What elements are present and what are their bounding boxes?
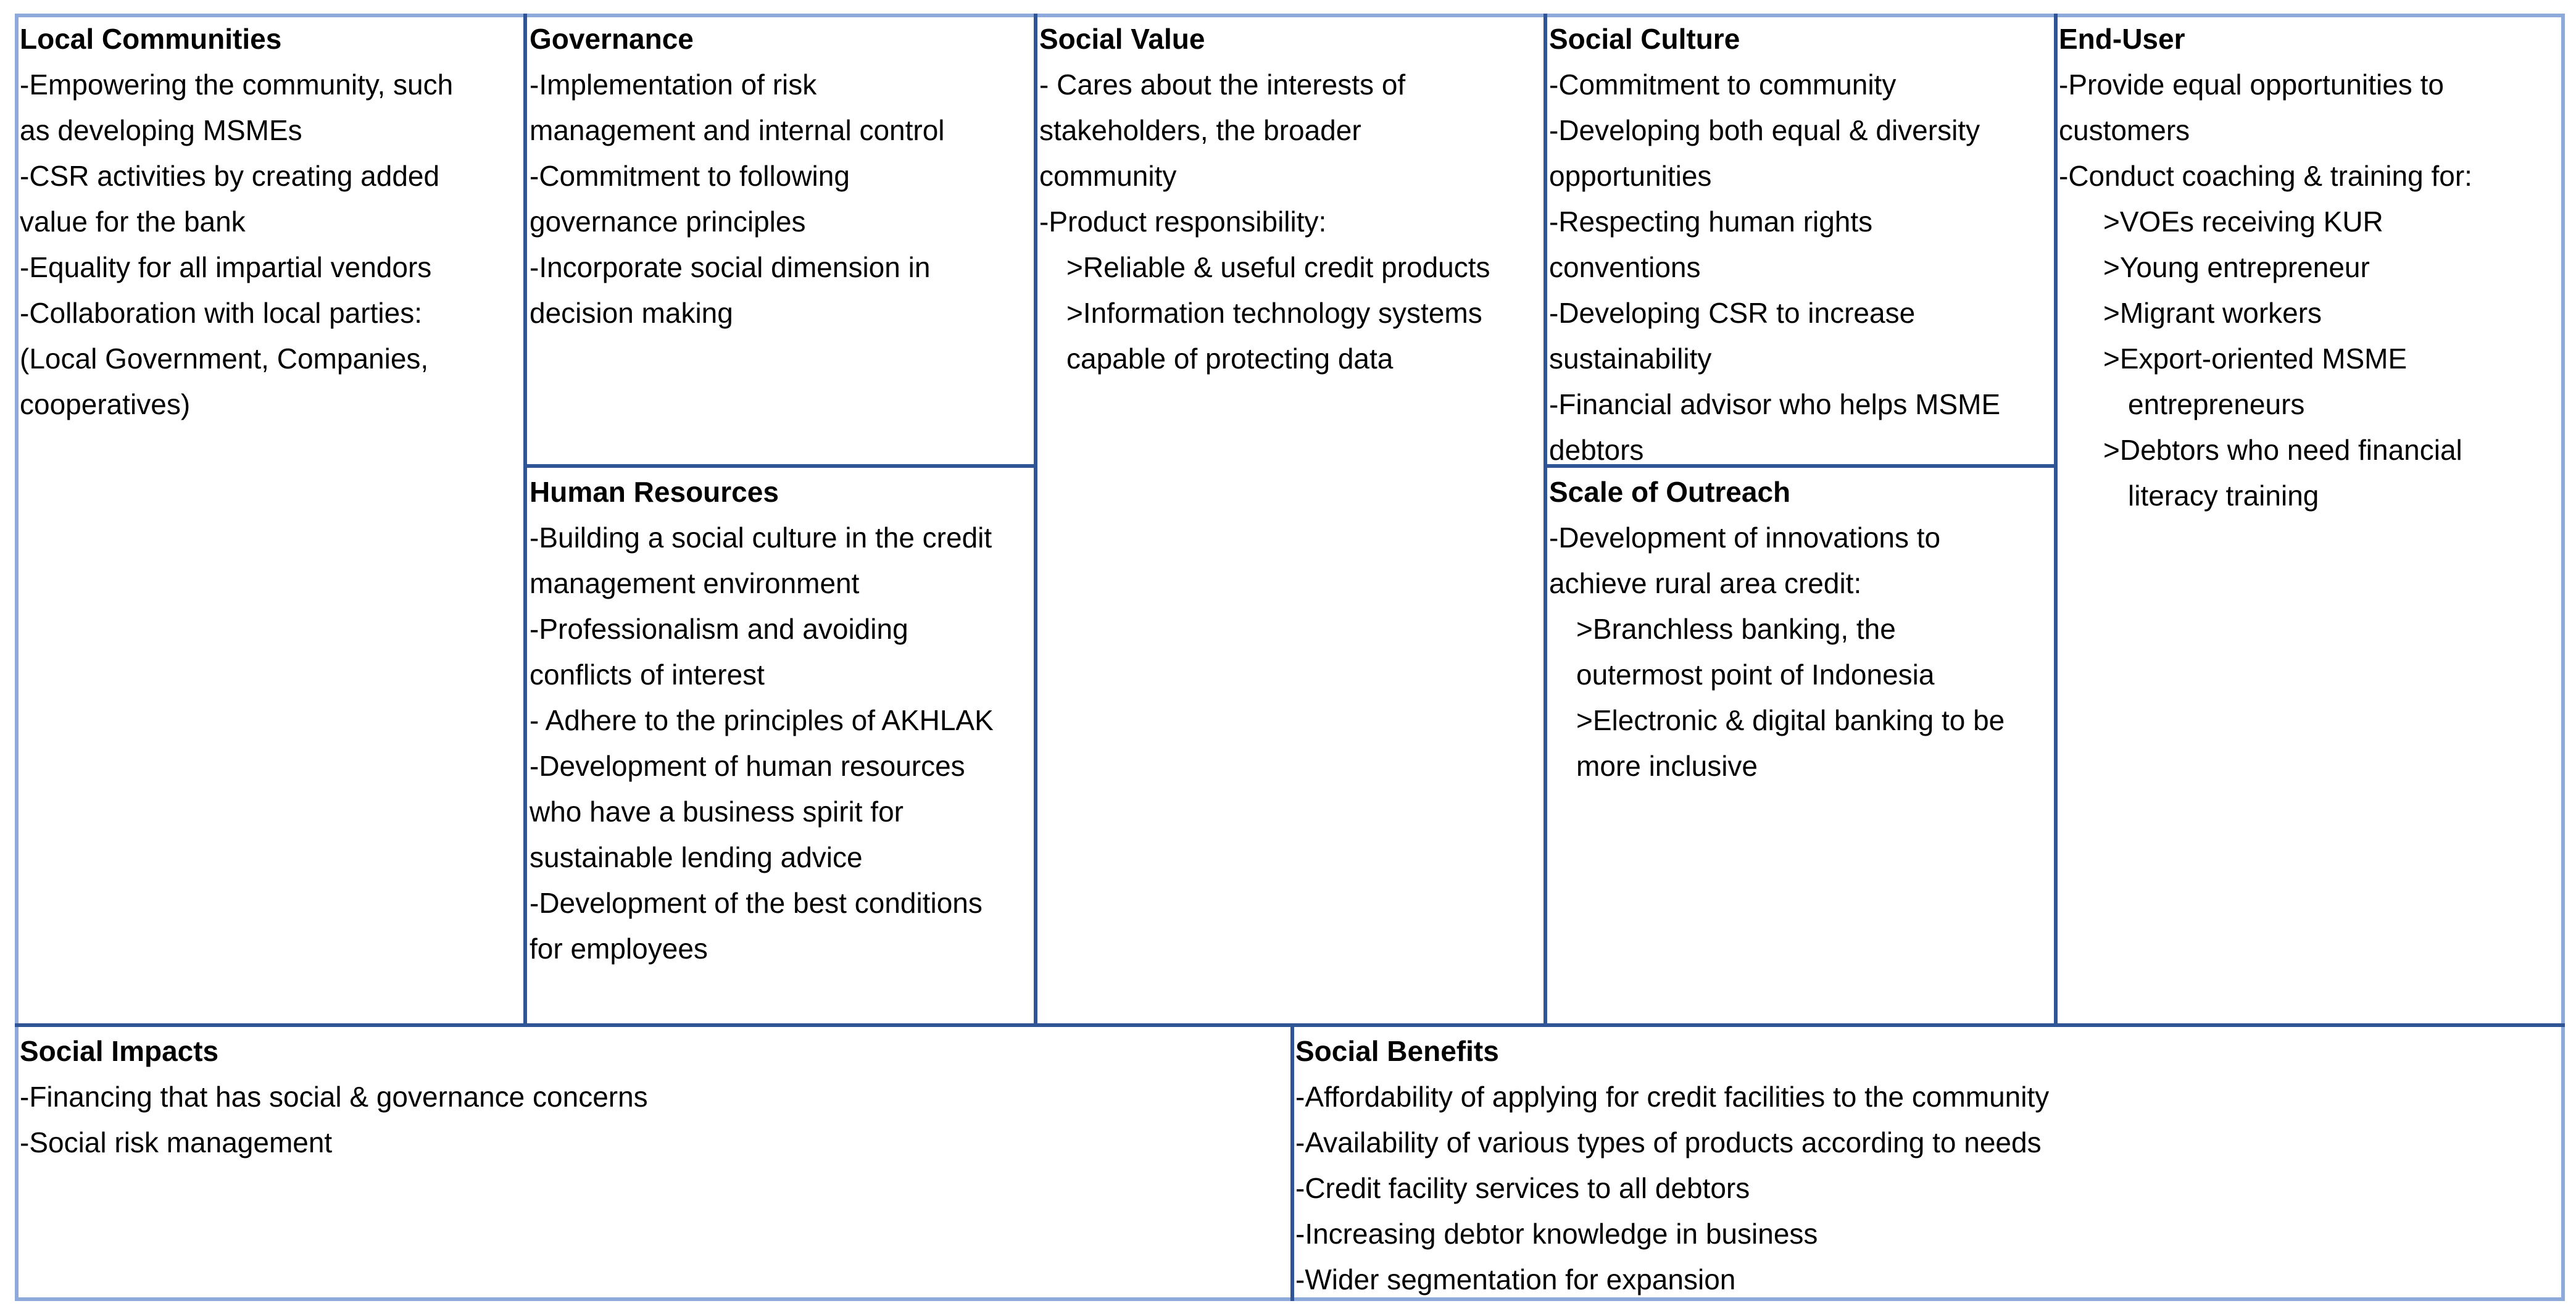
cell-line: >Electronic & digital banking to be [1576, 704, 2005, 736]
cell-line: >Information technology systems [1066, 297, 1482, 329]
cell-line: for employees [530, 933, 708, 965]
divider-vertical-2 [1034, 14, 1037, 1027]
cell-social-value [1039, 16, 1542, 460]
cell-line: -Wider segmentation for expansion [1295, 1263, 1736, 1295]
cell-line: outermost point of Indonesia [1576, 659, 1935, 691]
cell-line: -Development of human resources [530, 750, 965, 782]
cell-line: -Commitment to following [530, 160, 850, 192]
cell-line: governance principles [530, 206, 806, 238]
cell-line: conventions [1549, 251, 1701, 283]
cell-line: -Social risk management [20, 1126, 333, 1158]
cell-line: sustainability [1549, 343, 1712, 375]
divider-horizontal-right [1544, 464, 2058, 468]
divider-horizontal-left [523, 464, 1037, 468]
cell-line: -Product responsibility: [1039, 206, 1327, 238]
cell-line: customers [2059, 114, 2190, 146]
cell-line: who have a business spirit for [530, 796, 904, 828]
cell-line: -Incorporate social dimension in [530, 251, 931, 283]
cell-line: debtors [1549, 434, 1644, 462]
cell-line: >Export-oriented MSME [2103, 343, 2408, 375]
cell-line: entrepreneurs [2128, 388, 2305, 420]
cell-line: -Commitment to community [1549, 69, 1897, 101]
cell-line: -Respecting human rights [1549, 206, 1873, 238]
divider-vertical-bottom [1290, 1023, 1294, 1301]
cell-line: >Young entrepreneur [2103, 251, 2370, 283]
cell-social-benefits [1295, 1028, 2561, 1297]
cell-line: -Conduct coaching & training for: [2059, 160, 2472, 192]
cell-line: -Credit facility services to all debtors [1295, 1172, 1750, 1204]
cell-line: >VOEs receiving KUR [2103, 206, 2383, 238]
cell-line: management and internal control [530, 114, 945, 146]
cell-line: -Building a social culture in the credit [530, 522, 992, 554]
cell-line: -Developing CSR to increase [1549, 297, 1916, 329]
cell-line: -Empowering the community, such [20, 69, 454, 101]
cell-line: -Collaboration with local parties: [20, 297, 422, 329]
cell-line: -Implementation of risk [530, 69, 817, 101]
cell-title: Social Impacts [20, 1035, 219, 1067]
cell-title: Governance [530, 23, 694, 55]
cell-local-communities [20, 16, 521, 460]
cell-title: Scale of Outreach [1549, 476, 1791, 508]
cell-governance [530, 16, 1032, 462]
divider-vertical-4 [2054, 14, 2058, 1027]
divider-horizontal-bottom [15, 1023, 2565, 1027]
cell-line: opportunities [1549, 160, 1712, 192]
cell-line: conflicts of interest [530, 659, 765, 691]
cell-line: -Affordability of applying for credit facilities to the community [1295, 1081, 2050, 1113]
cell-line: -Developing both equal & diversity [1549, 114, 1980, 146]
cell-line: -CSR activities by creating added [20, 160, 440, 192]
cell-social-culture [1549, 16, 2051, 462]
cell-line: - Adhere to the principles of AKHLAK [530, 704, 994, 736]
cell-title: End-User [2059, 23, 2185, 55]
cell-title: Human Resources [530, 476, 779, 508]
cell-line: community [1039, 160, 1177, 192]
cell-scale-of-outreach [1549, 469, 2051, 1021]
divider-vertical-1 [523, 14, 527, 1027]
cell-line: -Equality for all impartial vendors [20, 251, 432, 283]
cell-end-user [2059, 16, 2562, 1021]
cell-line: decision making [530, 297, 733, 329]
cell-line: literacy training [2128, 480, 2319, 512]
cell-social-impacts [20, 1028, 1288, 1297]
cell-line: (Local Government, Companies, [20, 343, 429, 375]
cell-line: -Provide equal opportunities to [2059, 69, 2444, 101]
cell-line: value for the bank [20, 206, 246, 238]
cell-line: >Debtors who need financial [2103, 434, 2462, 466]
cell-line: -Increasing debtor knowledge in business [1295, 1218, 1818, 1250]
cell-line: >Branchless banking, the [1576, 613, 1896, 645]
cell-title: Social Culture [1549, 23, 1740, 55]
cell-line: achieve rural area credit: [1549, 567, 1862, 599]
cell-line: management environment [530, 567, 860, 599]
cell-line: -Financing that has social & governance concerns [20, 1081, 648, 1113]
divider-vertical-3 [1544, 14, 1547, 1027]
cell-title: Local Communities [20, 23, 282, 55]
cell-line: -Development of innovations to [1549, 522, 1941, 554]
cell-line: >Reliable & useful credit products [1066, 251, 1490, 283]
cell-title: Social Benefits [1295, 1035, 1499, 1067]
cell-line: capable of protecting data [1066, 343, 1394, 375]
cell-title: Social Value [1039, 23, 1205, 55]
cell-line: -Professionalism and avoiding [530, 613, 908, 645]
cell-line: - Cares about the interests of [1039, 69, 1406, 101]
cell-line: -Availability of various types of products according to needs [1295, 1126, 2042, 1158]
cell-line: >Migrant workers [2103, 297, 2322, 329]
cell-line: -Development of the best conditions [530, 887, 983, 919]
cell-human-resources [530, 469, 1032, 1021]
cell-line: more inclusive [1576, 750, 1758, 782]
cell-line: stakeholders, the broader [1039, 114, 1361, 146]
cell-line: cooperatives) [20, 388, 191, 420]
cell-line: -Financial advisor who helps MSME [1549, 388, 2001, 420]
cell-line: sustainable lending advice [530, 841, 863, 873]
cell-line: as developing MSMEs [20, 114, 302, 146]
